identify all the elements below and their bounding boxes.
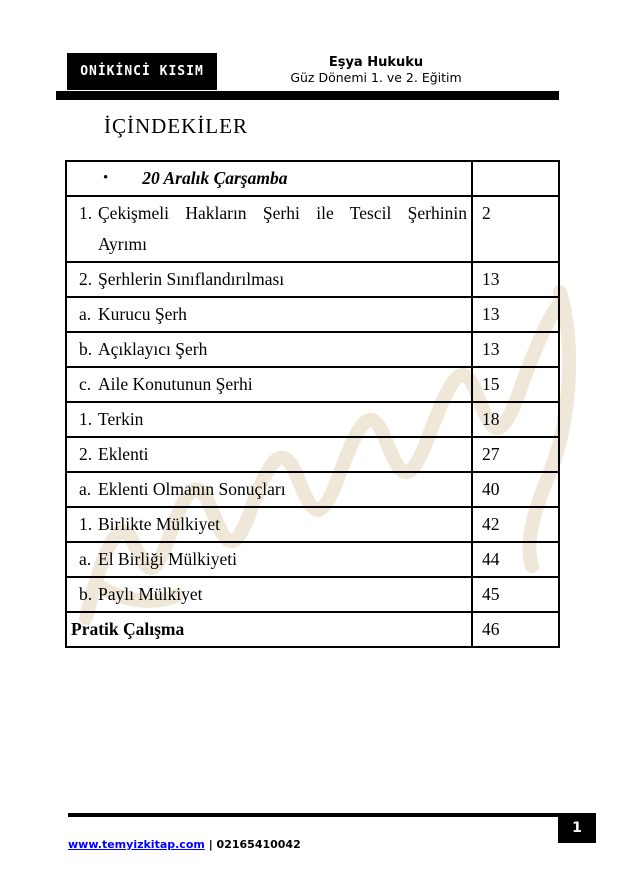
page-number-badge <box>558 813 596 843</box>
toc-entry-prefix: 1. <box>79 409 93 429</box>
toc-entry-title-cell <box>67 333 471 366</box>
toc-entry-title-cell <box>67 613 471 646</box>
bullet-icon: • <box>103 170 109 186</box>
toc-row <box>67 263 558 298</box>
toc-entry-text: Eklenti Olmanın Sonuçları <box>98 479 286 499</box>
toc-row <box>67 543 558 578</box>
toc-entry-title-cell <box>67 508 471 541</box>
page-title: İÇİNDEKİLER <box>104 114 248 138</box>
toc-entry-prefix: 1. <box>79 203 93 223</box>
toc-entry-prefix: b. <box>79 339 93 359</box>
section-label-box <box>67 53 217 90</box>
page-number: 1 <box>572 820 582 836</box>
toc-entry-prefix: c. <box>79 374 92 394</box>
toc-entry-prefix: 2. <box>79 269 93 289</box>
course-title: Eşya Hukuku <box>328 55 424 70</box>
toc-page-number: 13 <box>471 263 558 296</box>
toc-row <box>67 333 558 368</box>
toc-page-number <box>471 162 558 195</box>
toc-entry-text: Terkin <box>98 409 144 429</box>
toc-entry-text: Çekişmeli Hakların Şerhi ile Tescil Şerhinin Ayrımı <box>98 203 467 254</box>
website-link[interactable]: www.temyizkitap.com <box>68 838 205 851</box>
toc-page-number: 44 <box>471 543 558 576</box>
toc-row <box>67 578 558 613</box>
toc-entry-title-cell <box>67 162 471 195</box>
toc-row <box>67 197 558 263</box>
toc-entry-title-cell <box>67 438 471 471</box>
toc-entry-title-cell <box>67 368 471 401</box>
toc-entry-title-cell <box>67 578 471 611</box>
toc-entry-prefix: a. <box>79 479 92 499</box>
toc-page-number: 18 <box>471 403 558 436</box>
toc-entry-text: Kurucu Şerh <box>98 304 187 324</box>
toc-row <box>67 613 558 646</box>
toc-entry-title-cell <box>67 197 471 261</box>
toc-row <box>67 403 558 438</box>
toc-entry-title-cell <box>67 403 471 436</box>
header-rule <box>56 91 559 100</box>
toc-date-label: 20 Aralık Çarşamba <box>142 168 288 188</box>
toc-entry-prefix: a. <box>79 549 92 569</box>
toc-entry-text: Pratik Çalışma <box>71 619 185 639</box>
toc-entry-title-cell <box>67 263 471 296</box>
toc-row <box>67 298 558 333</box>
toc-entry-text: Şerhlerin Sınıflandırılması <box>98 269 285 289</box>
toc-page-number: 42 <box>471 508 558 541</box>
toc-page-number: 13 <box>471 298 558 331</box>
toc-entry-title-cell <box>67 543 471 576</box>
toc-row <box>67 162 558 197</box>
toc-entry-text: Aile Konutunun Şerhi <box>98 374 253 394</box>
section-label: ONİKİNCİ KISIM <box>80 64 204 79</box>
footer-separator: | <box>204 838 217 851</box>
header-meta <box>256 55 496 85</box>
toc-page-number: 27 <box>471 438 558 471</box>
toc-entry-prefix: 1. <box>79 514 93 534</box>
toc-entry-prefix: a. <box>79 304 92 324</box>
toc-page-number: 46 <box>471 613 558 646</box>
toc-entry-prefix: 2. <box>79 444 93 464</box>
toc-entry-text: Paylı Mülkiyet <box>98 584 203 604</box>
toc-row <box>67 473 558 508</box>
toc-page-number: 13 <box>471 333 558 366</box>
toc-entry-title-cell <box>67 298 471 331</box>
footer-rule <box>68 813 596 817</box>
toc-entry-title-cell <box>67 473 471 506</box>
toc-page-number: 15 <box>471 368 558 401</box>
toc-page-number: 40 <box>471 473 558 506</box>
toc-entry-text: El Birliği Mülkiyeti <box>98 549 238 569</box>
toc-table <box>65 160 560 648</box>
phone-number: 02165410042 <box>216 838 301 851</box>
toc-row <box>67 368 558 403</box>
toc-entry-text: Açıklayıcı Şerh <box>98 339 208 359</box>
toc-row <box>67 508 558 543</box>
toc-row <box>67 438 558 473</box>
toc-page-number: 45 <box>471 578 558 611</box>
course-subtitle: Güz Dönemi 1. ve 2. Eğitim <box>290 70 462 85</box>
toc-entry-text: Eklenti <box>98 444 149 464</box>
toc-page-number: 2 <box>471 197 558 261</box>
footer-contact <box>68 838 301 851</box>
toc-entry-text: Birlikte Mülkiyet <box>98 514 221 534</box>
toc-entry-prefix: b. <box>79 584 93 604</box>
